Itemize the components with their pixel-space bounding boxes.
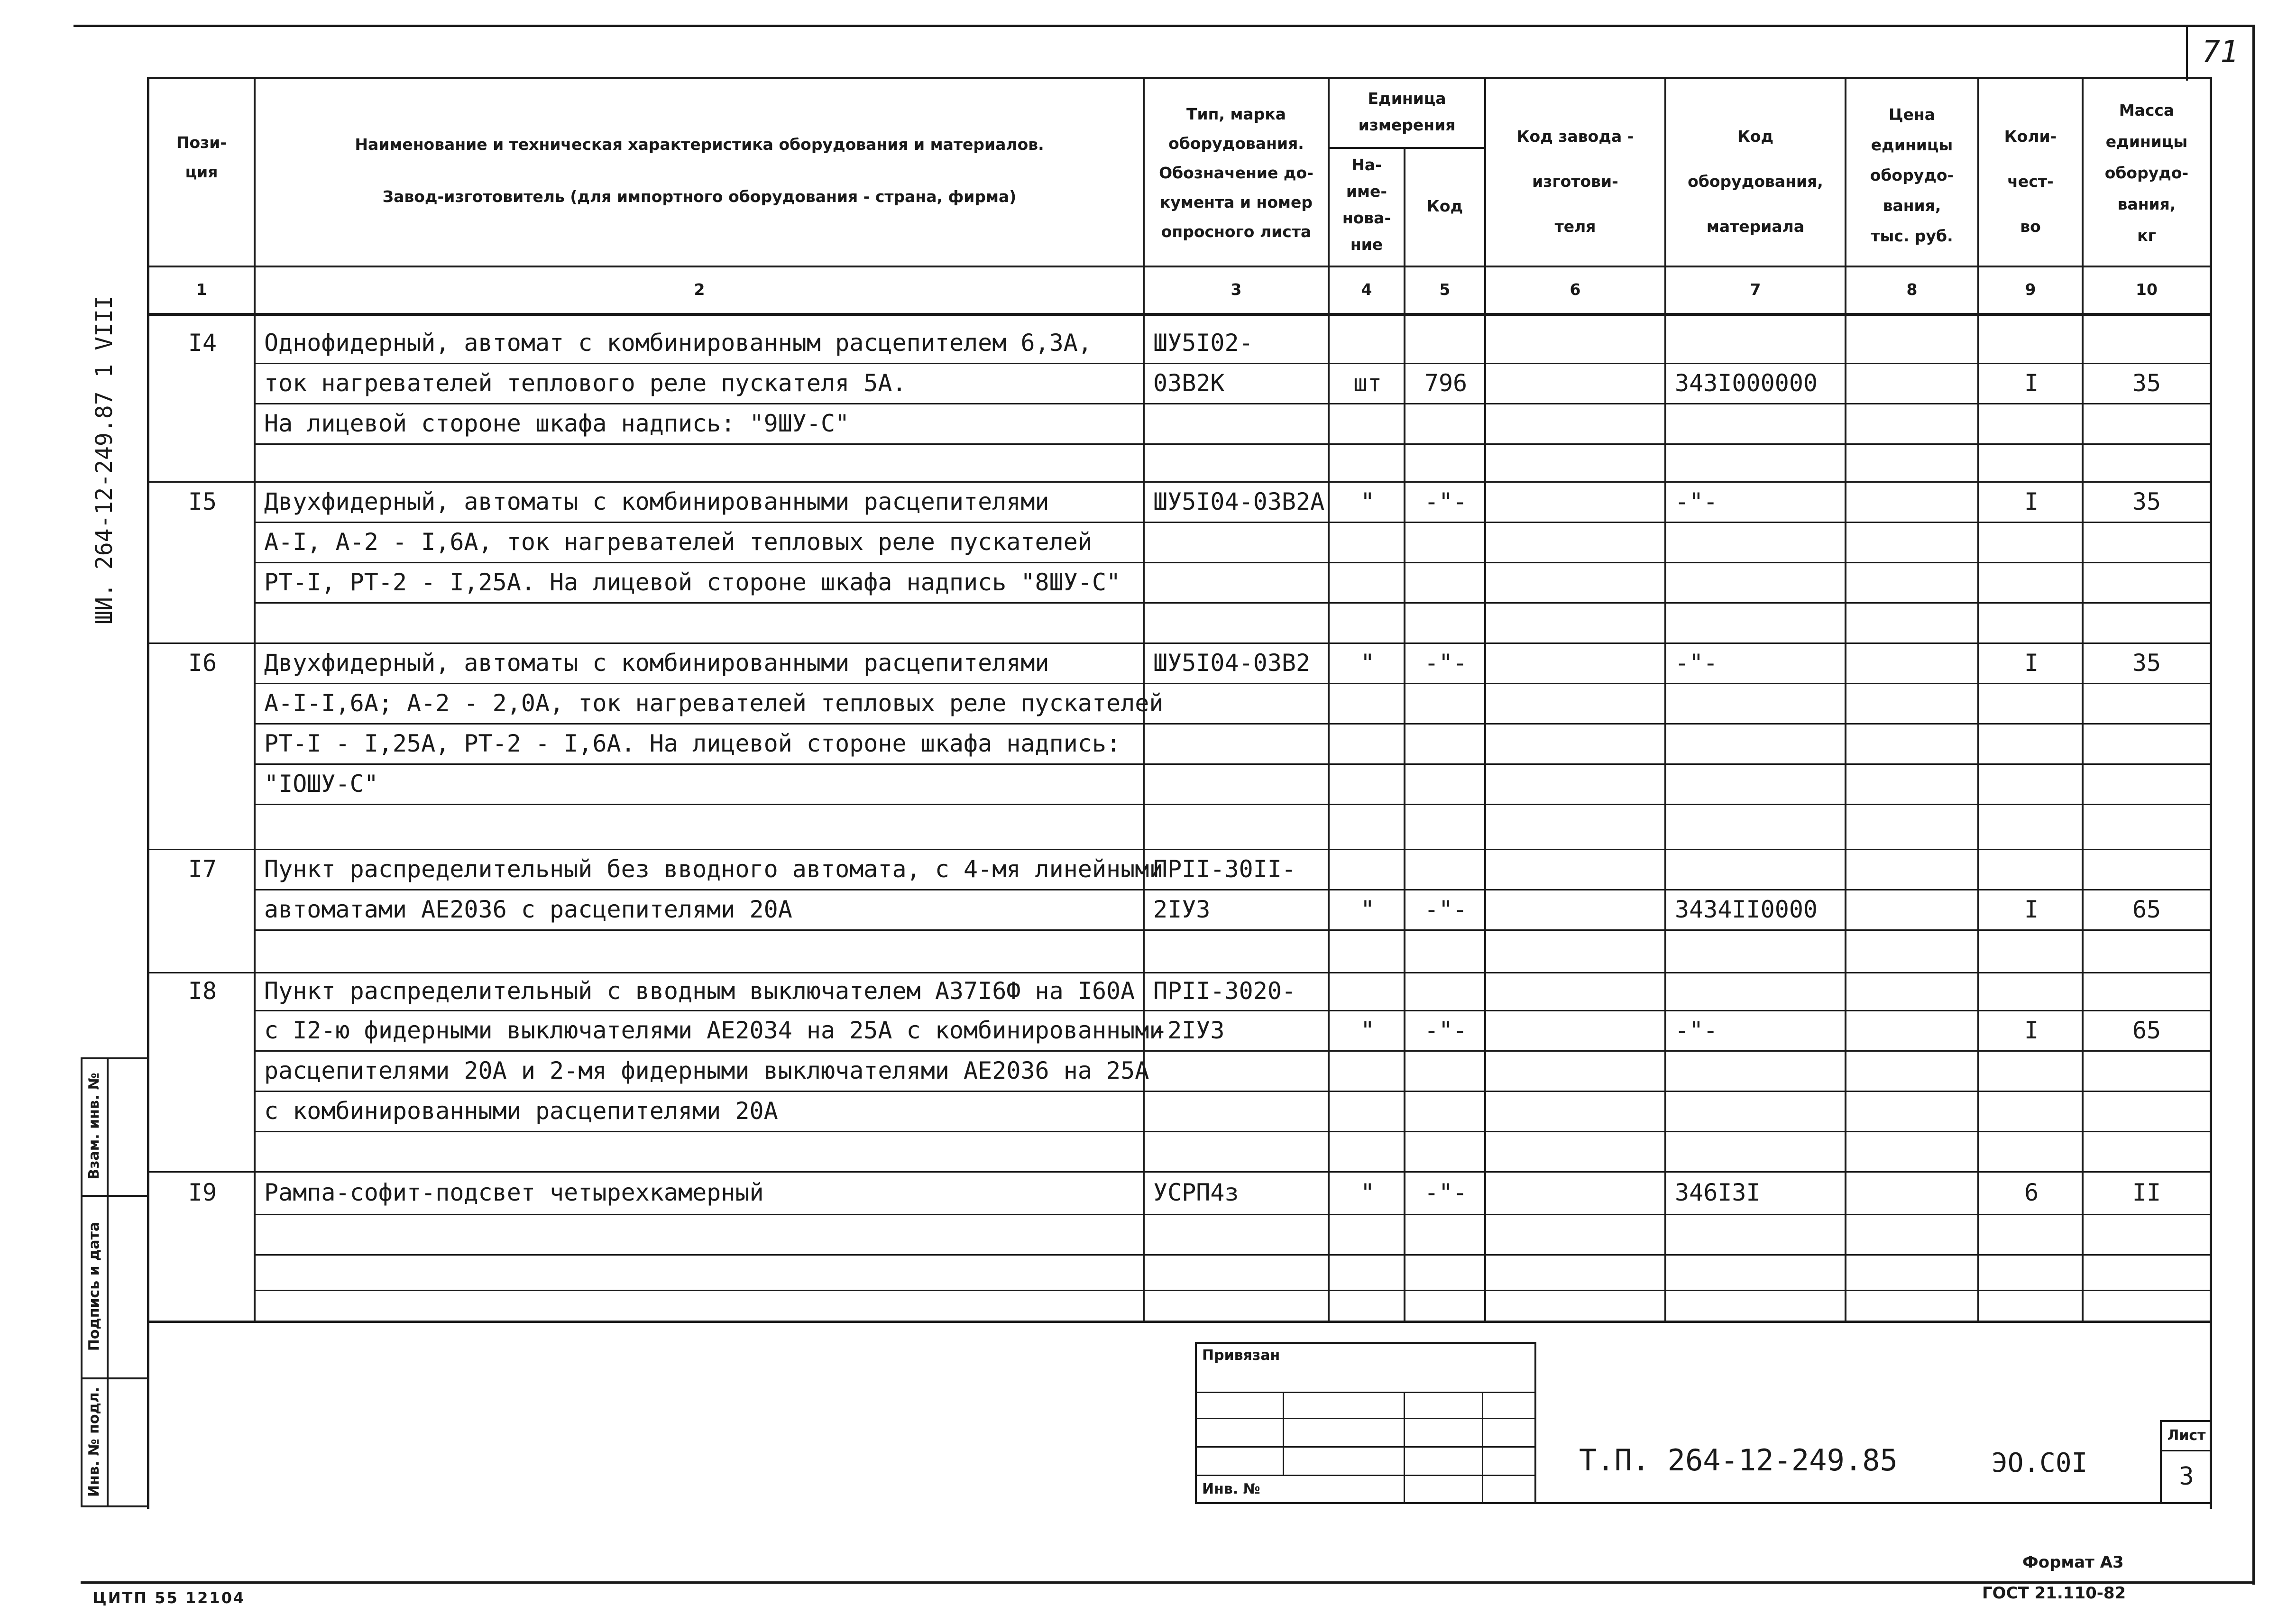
tb-col-3 — [1482, 1392, 1483, 1503]
cell-quantity: 6 — [2024, 1179, 2039, 1206]
attached-label: Привязан — [1202, 1347, 1280, 1364]
header-col-5: Код — [1426, 197, 1463, 215]
colnum-4: 4 — [1361, 280, 1372, 299]
inv-number-label: Инв. № — [1202, 1481, 1260, 1497]
footer-gost: ГОСТ 21.110-82 — [1982, 1584, 2126, 1603]
cell-unit-name: шт — [1353, 369, 1382, 397]
cell-type-mark: ШУ5I02- — [1153, 329, 1253, 357]
cell-description: ток нагревателей теплового реле пускателя 5А. — [264, 369, 907, 397]
top-rule — [73, 25, 2255, 27]
col-line-5 — [1484, 77, 1486, 1323]
header-col-6: Код завода - изготови- теля — [1516, 127, 1634, 236]
header-bottom — [147, 266, 2212, 267]
header-col-9: Коли- чест- во — [2004, 127, 2057, 236]
header-col-8: Цена единицы оборудо- вания, тыс. руб. — [1870, 105, 1954, 245]
cell-position: I4 — [188, 329, 217, 357]
sheet-box-mid — [2160, 1450, 2212, 1451]
numbers-bottom — [147, 313, 2212, 316]
cell-description: РТ-I, РТ-2 - I,25А. На лицевой стороне шкафа надпись "8ШУ-С" — [264, 568, 1121, 596]
cell-quantity: I — [2024, 649, 2039, 677]
sheet-box-top — [2160, 1420, 2212, 1422]
col-line-8 — [1977, 77, 1979, 1323]
colnum-2: 2 — [694, 280, 705, 299]
cell-description: с комбинированными расцепителями 20А — [264, 1097, 778, 1125]
row-rule — [256, 602, 2210, 604]
colnum-5: 5 — [1439, 280, 1451, 299]
row-rule — [256, 1290, 2210, 1291]
row-rule — [256, 1214, 2210, 1215]
cell-description: Двухфидерный, автоматы с комбинированными расцепителями — [264, 487, 1049, 515]
group-rule — [149, 849, 256, 850]
row-rule — [256, 522, 2210, 523]
code-box-bottom — [1195, 1502, 2212, 1504]
cell-description: Пункт распределительный с вводным выключателем А37I6Ф на I60А — [264, 977, 1135, 1005]
tb-row-4 — [1195, 1475, 1536, 1476]
header-col-4: На- име- нова- ние — [1342, 156, 1391, 254]
cell-position: I7 — [188, 855, 217, 883]
row-rule — [256, 929, 2210, 931]
header-col-3: Тип, марка оборудования. Обозначение до- кумента и номер опросного листа — [1159, 105, 1313, 241]
row-rule — [256, 481, 2210, 483]
col-line-6 — [1664, 77, 1666, 1323]
cell-type-mark: 03В2К — [1153, 369, 1225, 397]
cell-unit-name: " — [1360, 1016, 1375, 1044]
cell-description: "IОШУ-С" — [264, 770, 378, 798]
cell-description: Двухфидерный, автоматы с комбинированными расцепителями — [264, 649, 1049, 677]
cell-mass: 35 — [2132, 649, 2161, 677]
header-col-10: Масса единицы оборудо- вания, кг — [2104, 101, 2189, 245]
colnum-9: 9 — [2025, 280, 2036, 299]
doc-suffix: ЭО.С0I — [1992, 1448, 2088, 1478]
cell-type-mark: ШУ5I04-03В2А — [1153, 487, 1325, 515]
stamp-label-replaced-inv: Взам. инв. № — [86, 1073, 102, 1180]
colnum-6: 6 — [1570, 280, 1581, 299]
cell-type-mark: -2IУЗ — [1153, 1016, 1225, 1044]
cell-unit-name: " — [1360, 1179, 1375, 1206]
row-rule — [256, 849, 2210, 850]
row-rule — [256, 1010, 2210, 1011]
table-right — [2210, 77, 2212, 1509]
cell-equipment-code: -"- — [1675, 649, 1718, 677]
group-rule — [149, 642, 256, 644]
sheet-number: 71 — [2202, 35, 2239, 70]
row-rule — [256, 1254, 2210, 1256]
cell-mass: 35 — [2132, 369, 2161, 397]
tb-col-1 — [1283, 1392, 1284, 1476]
cell-description: На лицевой стороне шкафа надпись: "9ШУ-С" — [264, 409, 850, 437]
cell-description: Рампа-софит-подсвет четырехкамерный — [264, 1179, 764, 1206]
cell-unit-code: -"- — [1424, 895, 1468, 923]
stamp-label-original-inv: Инв. № подл. — [86, 1386, 102, 1497]
cell-equipment-code: 346I3I — [1675, 1179, 1761, 1206]
stamp-label-signature-date: Подпись и дата — [86, 1221, 103, 1351]
cell-description: расцепителями 20А и 2-мя фидерными выключателями АЕ2036 на 25А — [264, 1056, 1149, 1084]
row-rule — [256, 723, 2210, 725]
group-rule — [149, 972, 256, 973]
tb-right — [1534, 1342, 1536, 1503]
tb-top — [1195, 1342, 1536, 1344]
frame-right — [2252, 25, 2255, 1585]
header-unit-group: Единица измерения — [1358, 89, 1456, 134]
cell-mass: 35 — [2132, 487, 2161, 515]
cell-description: А-I-I,6А; А-2 - 2,0А, ток нагревателей тепловых реле пускателей — [264, 689, 1164, 717]
cell-description: Однофидерный, автомат с комбинированным расцепителем 6,3А, — [264, 329, 1092, 357]
cell-unit-code: -"- — [1424, 649, 1468, 677]
cell-equipment-code: 343I000000 — [1675, 369, 1818, 397]
colnum-3: 3 — [1231, 280, 1242, 299]
row-rule — [256, 1050, 2210, 1052]
tb-col-2 — [1404, 1392, 1405, 1503]
sheet-value: 3 — [2179, 1462, 2194, 1491]
cell-position: I9 — [188, 1179, 217, 1206]
cell-unit-name: " — [1360, 895, 1375, 923]
cell-quantity: I — [2024, 1016, 2039, 1044]
cell-position: I5 — [188, 487, 217, 515]
cell-unit-name: " — [1360, 487, 1375, 515]
header-col-1: Пози- ция — [176, 133, 227, 181]
tb-row-2 — [1195, 1418, 1536, 1419]
cell-mass: 65 — [2132, 1016, 2161, 1044]
footer-format: Формат А3 — [2022, 1553, 2124, 1572]
row-rule — [256, 1131, 2210, 1132]
row-rule — [256, 562, 2210, 563]
margin-doc-code: ШИ. 264-12-249.87 1 VIII — [91, 295, 118, 624]
cell-equipment-code: -"- — [1675, 487, 1718, 515]
row-rule — [256, 889, 2210, 890]
row-rule — [256, 443, 2210, 445]
col-line-1 — [254, 77, 256, 1323]
cell-quantity: I — [2024, 895, 2039, 923]
unit-sub-rule — [1328, 147, 1484, 149]
table-top — [147, 77, 2212, 79]
cell-unit-name: " — [1360, 649, 1375, 677]
cell-description: автоматами АЕ2036 с расцепителями 20А — [264, 895, 792, 923]
header-col-7: Код оборудования, материала — [1688, 127, 1823, 236]
row-rule — [256, 403, 2210, 404]
cell-type-mark: УСРП4з — [1153, 1179, 1239, 1206]
header-col-2: Наименование и техническая характеристика оборудования и материалов. Завод-изготовитель (для импортного оборудования - страна, фирма) — [355, 135, 1044, 206]
row-rule — [256, 804, 2210, 805]
tb-row-3 — [1195, 1446, 1536, 1448]
row-rule — [256, 972, 2210, 973]
tb-row-1 — [1195, 1392, 1536, 1393]
cell-mass: II — [2132, 1179, 2161, 1206]
cell-type-mark: ПРII-3020- — [1153, 977, 1296, 1005]
row-rule — [256, 1091, 2210, 1092]
cell-type-mark: ПРII-30II- — [1153, 855, 1296, 883]
row-rule — [256, 363, 2210, 364]
tb-left — [1195, 1342, 1197, 1503]
sheet-label: Лист — [2167, 1427, 2206, 1444]
cell-description: с I2-ю фидерными выключателями АЕ2034 на 25А с комбинированными — [264, 1016, 1164, 1044]
cell-description: РТ-I - I,25А, РТ-2 - I,6А. На лицевой стороне шкафа надпись: — [264, 729, 1121, 757]
col-line-4 — [1404, 147, 1405, 1323]
stamp-mid — [107, 1057, 109, 1507]
cell-unit-code: -"- — [1424, 487, 1468, 515]
cell-type-mark: 2IУЗ — [1153, 895, 1211, 923]
cell-unit-code: -"- — [1424, 1016, 1468, 1044]
cell-unit-code: 796 — [1424, 369, 1468, 397]
table-bottom — [147, 1321, 2212, 1323]
colnum-7: 7 — [1750, 280, 1761, 299]
row-rule — [256, 1171, 2210, 1173]
cell-quantity: I — [2024, 487, 2039, 515]
group-rule — [149, 1171, 256, 1173]
cell-mass: 65 — [2132, 895, 2161, 923]
row-rule — [256, 763, 2210, 765]
cell-position: I6 — [188, 649, 217, 677]
cell-type-mark: ШУ5I04-03В2 — [1153, 649, 1311, 677]
doc-code: Т.П. 264-12-249.85 — [1579, 1443, 1898, 1477]
cell-position: I8 — [188, 977, 217, 1005]
cell-quantity: I — [2024, 369, 2039, 397]
cell-equipment-code: 3434II0000 — [1675, 895, 1818, 923]
cell-equipment-code: -"- — [1675, 1016, 1718, 1044]
row-rule — [256, 642, 2210, 644]
col-line-9 — [2082, 77, 2084, 1323]
col-line-7 — [1845, 77, 1846, 1323]
row-rule — [256, 683, 2210, 684]
cell-description: Пункт распределительный без вводного автомата, с 4-мя линейными — [264, 855, 1164, 883]
col-line-3 — [1328, 77, 1330, 1323]
cell-description: А-I, А-2 - I,6А, ток нагревателей тепловых реле пускателей — [264, 528, 1092, 556]
cell-unit-code: -"- — [1424, 1179, 1468, 1206]
colnum-1: 1 — [196, 280, 207, 299]
frame-bottom — [81, 1581, 2255, 1584]
group-rule — [149, 481, 256, 483]
footer-left-code: ЦИТП 55 12104 — [92, 1589, 246, 1607]
colnum-8: 8 — [1906, 280, 1918, 299]
colnum-10: 10 — [2136, 280, 2158, 299]
